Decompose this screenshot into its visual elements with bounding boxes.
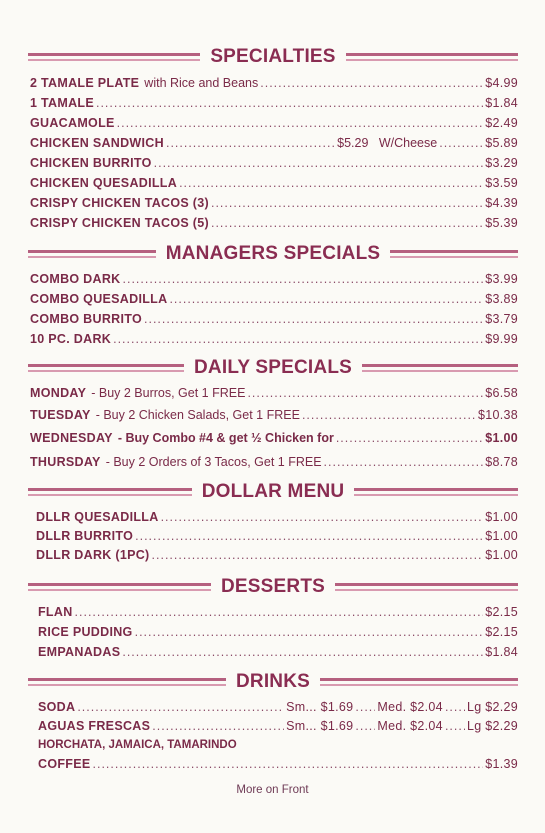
item-name: TUESDAY	[30, 408, 91, 422]
item-price: $1.00	[485, 548, 518, 562]
aguas-flavors: HORCHATA, JAMAICA, TAMARINDO	[38, 739, 237, 751]
menu-item	[30, 312, 518, 332]
item-name: COMBO DARK	[30, 272, 121, 286]
footer-note: More on Front	[236, 784, 309, 796]
item-name: 2 TAMALE PLATE	[30, 76, 140, 90]
section-title: MANAGERS SPECIALS	[165, 243, 381, 264]
item-price: $5.89	[485, 136, 518, 150]
dot-leader	[75, 605, 484, 619]
item-name: MONDAY	[30, 386, 87, 400]
item-price: $2.15	[485, 605, 518, 619]
section-title: DOLLAR MENU	[201, 481, 345, 502]
section-title: DAILY SPECIALS	[194, 357, 353, 378]
section-header-desserts	[28, 574, 518, 600]
header-rule-right	[390, 250, 518, 258]
item-name: SODA	[38, 700, 76, 714]
item-name: CRISPY CHICKEN TACOS (5)	[30, 216, 209, 230]
dot-leader	[336, 431, 483, 445]
dot-leader	[445, 700, 465, 714]
item-price: $3.89	[485, 292, 518, 306]
dot-leader	[169, 292, 483, 306]
item-name: COMBO BURRITO	[30, 312, 142, 326]
item-name: THURSDAY	[30, 455, 101, 469]
item-price: $8.78	[485, 455, 518, 469]
item-price: $2.49	[485, 116, 518, 130]
menu-item	[30, 455, 518, 475]
dot-leader	[93, 757, 484, 771]
menu-item	[38, 719, 518, 739]
item-price: $1.39	[485, 757, 518, 771]
item-name: 10 PC. DARK	[30, 332, 112, 346]
menu-item	[38, 645, 518, 665]
menu-item	[30, 136, 518, 156]
item-price: $3.59	[485, 176, 518, 190]
item-name: COFFEE	[38, 757, 91, 771]
menu-item	[30, 176, 518, 196]
menu-item	[30, 116, 518, 136]
menu-item	[36, 548, 518, 568]
section-header-managers	[28, 241, 518, 267]
section-title: SPECIALTIES	[210, 46, 336, 67]
menu-item	[30, 386, 518, 406]
menu-item	[36, 510, 518, 530]
item-name: CHICKEN QUESADILLA	[30, 176, 178, 190]
item-price: $1.84	[485, 96, 518, 110]
dot-leader	[154, 156, 484, 170]
dot-leader	[135, 529, 483, 543]
dot-leader	[152, 548, 484, 562]
header-rule-right	[362, 364, 518, 372]
menu-item	[38, 757, 518, 777]
item-price: $4.99	[485, 76, 518, 90]
item-name: WEDNESDAY	[30, 431, 113, 445]
item-desc: - Buy 2 Chicken Salads, Get 1 FREE	[95, 408, 300, 422]
header-rule-right	[346, 53, 518, 61]
item-name: FLAN	[38, 605, 73, 619]
item-name: GUACAMOLE	[30, 116, 115, 130]
menu-item	[30, 431, 518, 451]
item-price: $5.39	[485, 216, 518, 230]
menu-item	[30, 332, 518, 352]
menu-item	[30, 292, 518, 312]
size-small-price: Sm... $1.69	[286, 719, 354, 733]
dot-leader	[260, 76, 483, 90]
item-price: $3.79	[485, 312, 518, 326]
item-name: CHICKEN SANDWICH	[30, 136, 164, 150]
size-medium-price: Med. $2.04	[377, 700, 443, 714]
item-name: COMBO QUESADILLA	[30, 292, 168, 306]
section-header-daily	[28, 355, 518, 381]
menu-item	[36, 529, 518, 549]
header-rule-right	[335, 583, 518, 591]
menu-item	[30, 96, 518, 116]
item-price: $10.38	[477, 408, 518, 422]
size-large-price: Lg $2.29	[466, 700, 518, 714]
size-large-price: Lg $2.29	[466, 719, 518, 733]
size-small-price: Sm... $1.69	[286, 700, 354, 714]
section-header-specialties	[28, 44, 518, 70]
item-name: RICE PUDDING	[38, 625, 133, 639]
item-price: $2.15	[485, 625, 518, 639]
dot-leader	[122, 645, 483, 659]
header-rule-right	[320, 678, 518, 686]
item-desc: with Rice and Beans	[144, 76, 259, 90]
header-rule-left	[28, 488, 192, 496]
dot-leader	[113, 332, 483, 346]
dot-leader	[135, 625, 484, 639]
dot-leader	[152, 719, 284, 733]
item-name: 1 TAMALE	[30, 96, 94, 110]
menu-item	[30, 216, 518, 236]
item-price: $1.00	[485, 529, 518, 543]
section-title: DRINKS	[235, 671, 311, 692]
header-rule-left	[28, 583, 211, 591]
menu-item	[30, 272, 518, 292]
dot-leader	[324, 455, 484, 469]
dot-leader	[117, 116, 484, 130]
item-price: $9.99	[485, 332, 518, 346]
section-header-drinks	[28, 669, 518, 695]
dot-leader	[211, 196, 483, 210]
item-name: DLLR DARK (1PC)	[36, 548, 150, 562]
header-rule-right	[354, 488, 518, 496]
item-price: $6.58	[485, 386, 518, 400]
dot-leader	[96, 96, 483, 110]
menu-item	[38, 605, 518, 625]
section-title: DESSERTS	[221, 576, 326, 597]
menu-item	[30, 408, 518, 428]
menu-item	[30, 156, 518, 176]
dot-leader	[166, 136, 335, 150]
item-desc: - Buy 2 Burros, Get 1 FREE	[91, 386, 246, 400]
item-name: EMPANADAS	[38, 645, 121, 659]
item-desc: - Buy 2 Orders of 3 Tacos, Get 1 FREE	[105, 455, 322, 469]
header-rule-left	[28, 250, 156, 258]
dot-leader	[355, 700, 375, 714]
item-price: $3.99	[485, 272, 518, 286]
menu-item	[30, 76, 518, 96]
item-alt-price: $5.29 W/Cheese	[337, 136, 438, 150]
item-name: CHICKEN BURRITO	[30, 156, 152, 170]
item-price: $4.39	[485, 196, 518, 210]
item-name: DLLR BURRITO	[36, 529, 134, 543]
dot-leader	[355, 719, 375, 733]
header-rule-left	[28, 364, 184, 372]
menu-item	[38, 625, 518, 645]
dot-leader	[445, 719, 465, 733]
dot-leader	[77, 700, 284, 714]
dot-leader	[161, 510, 484, 524]
dot-leader	[211, 216, 483, 230]
item-desc: - Buy Combo #4 & get ½ Chicken for	[117, 431, 334, 445]
item-price: $1.00	[485, 510, 518, 524]
item-name: DLLR QUESADILLA	[36, 510, 159, 524]
header-rule-left	[28, 53, 200, 61]
dot-leader	[439, 136, 483, 150]
size-medium-price: Med. $2.04	[377, 719, 443, 733]
item-price: $3.29	[485, 156, 518, 170]
menu-item	[30, 196, 518, 216]
dot-leader	[247, 386, 483, 400]
item-name: AGUAS FRESCAS	[38, 719, 151, 733]
header-rule-left	[28, 678, 226, 686]
dot-leader	[302, 408, 476, 422]
dot-leader	[123, 272, 484, 286]
menu-item	[38, 700, 518, 720]
item-price: $1.00	[485, 431, 518, 445]
item-price: $1.84	[485, 645, 518, 659]
dot-leader	[144, 312, 483, 326]
section-header-dollar	[28, 479, 518, 505]
item-name: CRISPY CHICKEN TACOS (3)	[30, 196, 209, 210]
dot-leader	[179, 176, 483, 190]
